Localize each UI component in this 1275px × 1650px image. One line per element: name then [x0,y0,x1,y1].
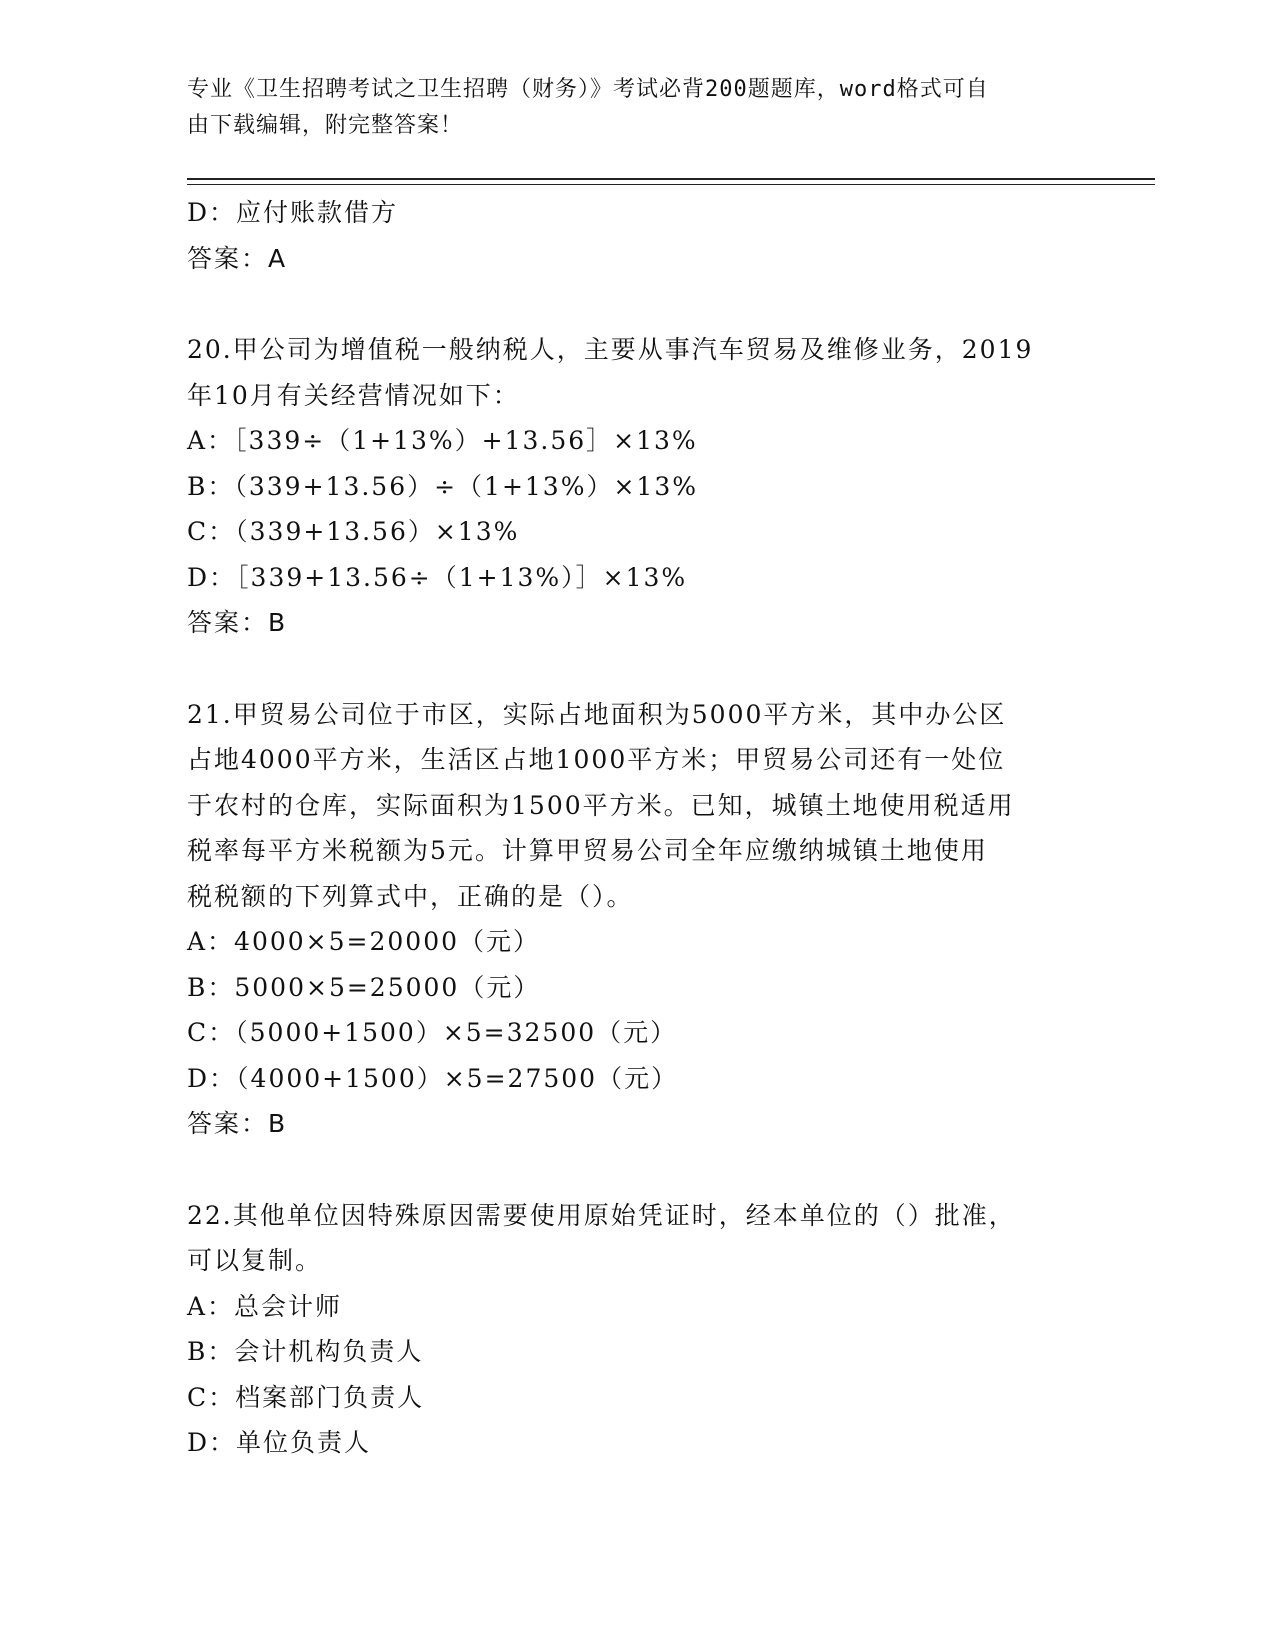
option-d: D：应付账款借方 [187,198,399,227]
question-20 [187,327,1087,646]
question-stem-line: 税率每平方米税额为5元。计算甲贸易公司全年应缴纳城镇土地使用 [187,836,988,865]
answer: 答案：B [187,1109,288,1138]
option-b: B：5000×5=25000（元） [187,972,541,1002]
question-21 [187,692,1087,1147]
question-stem-line: 占地4000平方米，生活区占地1000平方米；甲贸易公司还有一处位 [187,745,1006,774]
question-stem-line: 年10月有关经营情况如下： [187,380,520,410]
option-a: A：4000×5=20000（元） [187,927,541,956]
option-c: C：（5000+1500）×5=32500（元） [187,1018,678,1047]
spacer [187,281,1087,327]
header-line-1: 专业《卫生招聘考试之卫生招聘（财务）》考试必背200题题库，word格式可自 [187,77,989,102]
question-stem-line: 22.其他单位因特殊原因需要使用原始凭证时，经本单位的（）批准， [187,1200,1016,1230]
question-stem-line: 于农村的仓库，实际面积为1500平方米。已知，城镇土地使用税适用 [187,790,1015,820]
spacer [187,1147,1087,1193]
question-22 [187,1193,1087,1466]
answer: 答案：B [187,608,288,637]
option-b: B：（339+13.56）÷（1+13%）×13% [187,471,698,501]
header-line-2: 由下载编辑，附完整答案！ [187,113,464,138]
option-d: D：单位负责人 [187,1428,372,1457]
question-stem-line: 20.甲公司为增值税一般纳税人，主要从事汽车贸易及维修业务，2019 [187,335,1034,364]
page-header [187,72,1067,144]
answer: 答案：A [187,243,288,273]
question-stem-line: 可以复制。 [187,1246,323,1275]
question-stem-line: 21.甲贸易公司位于市区，实际占地面积为5000平方米，其中办公区 [187,699,1007,729]
option-c: C：档案部门负责人 [187,1382,425,1412]
option-b: B：会计机构负责人 [187,1337,424,1366]
question-stem-line: 税税额的下列算式中，正确的是（）。 [187,881,634,911]
question-content [187,190,1087,1466]
header-divider-thin [187,184,1155,185]
option-d: D：［339+13.56÷（1+13%）］×13% [187,562,688,592]
header-divider [187,178,1155,180]
option-c: C：（339+13.56）×13% [187,517,520,546]
option-a: A：［339÷（1+13%）+13.56］×13% [187,426,698,455]
option-a: A：总会计师 [187,1291,343,1321]
spacer [187,646,1087,692]
option-d: D：（4000+1500）×5=27500（元） [187,1063,679,1093]
